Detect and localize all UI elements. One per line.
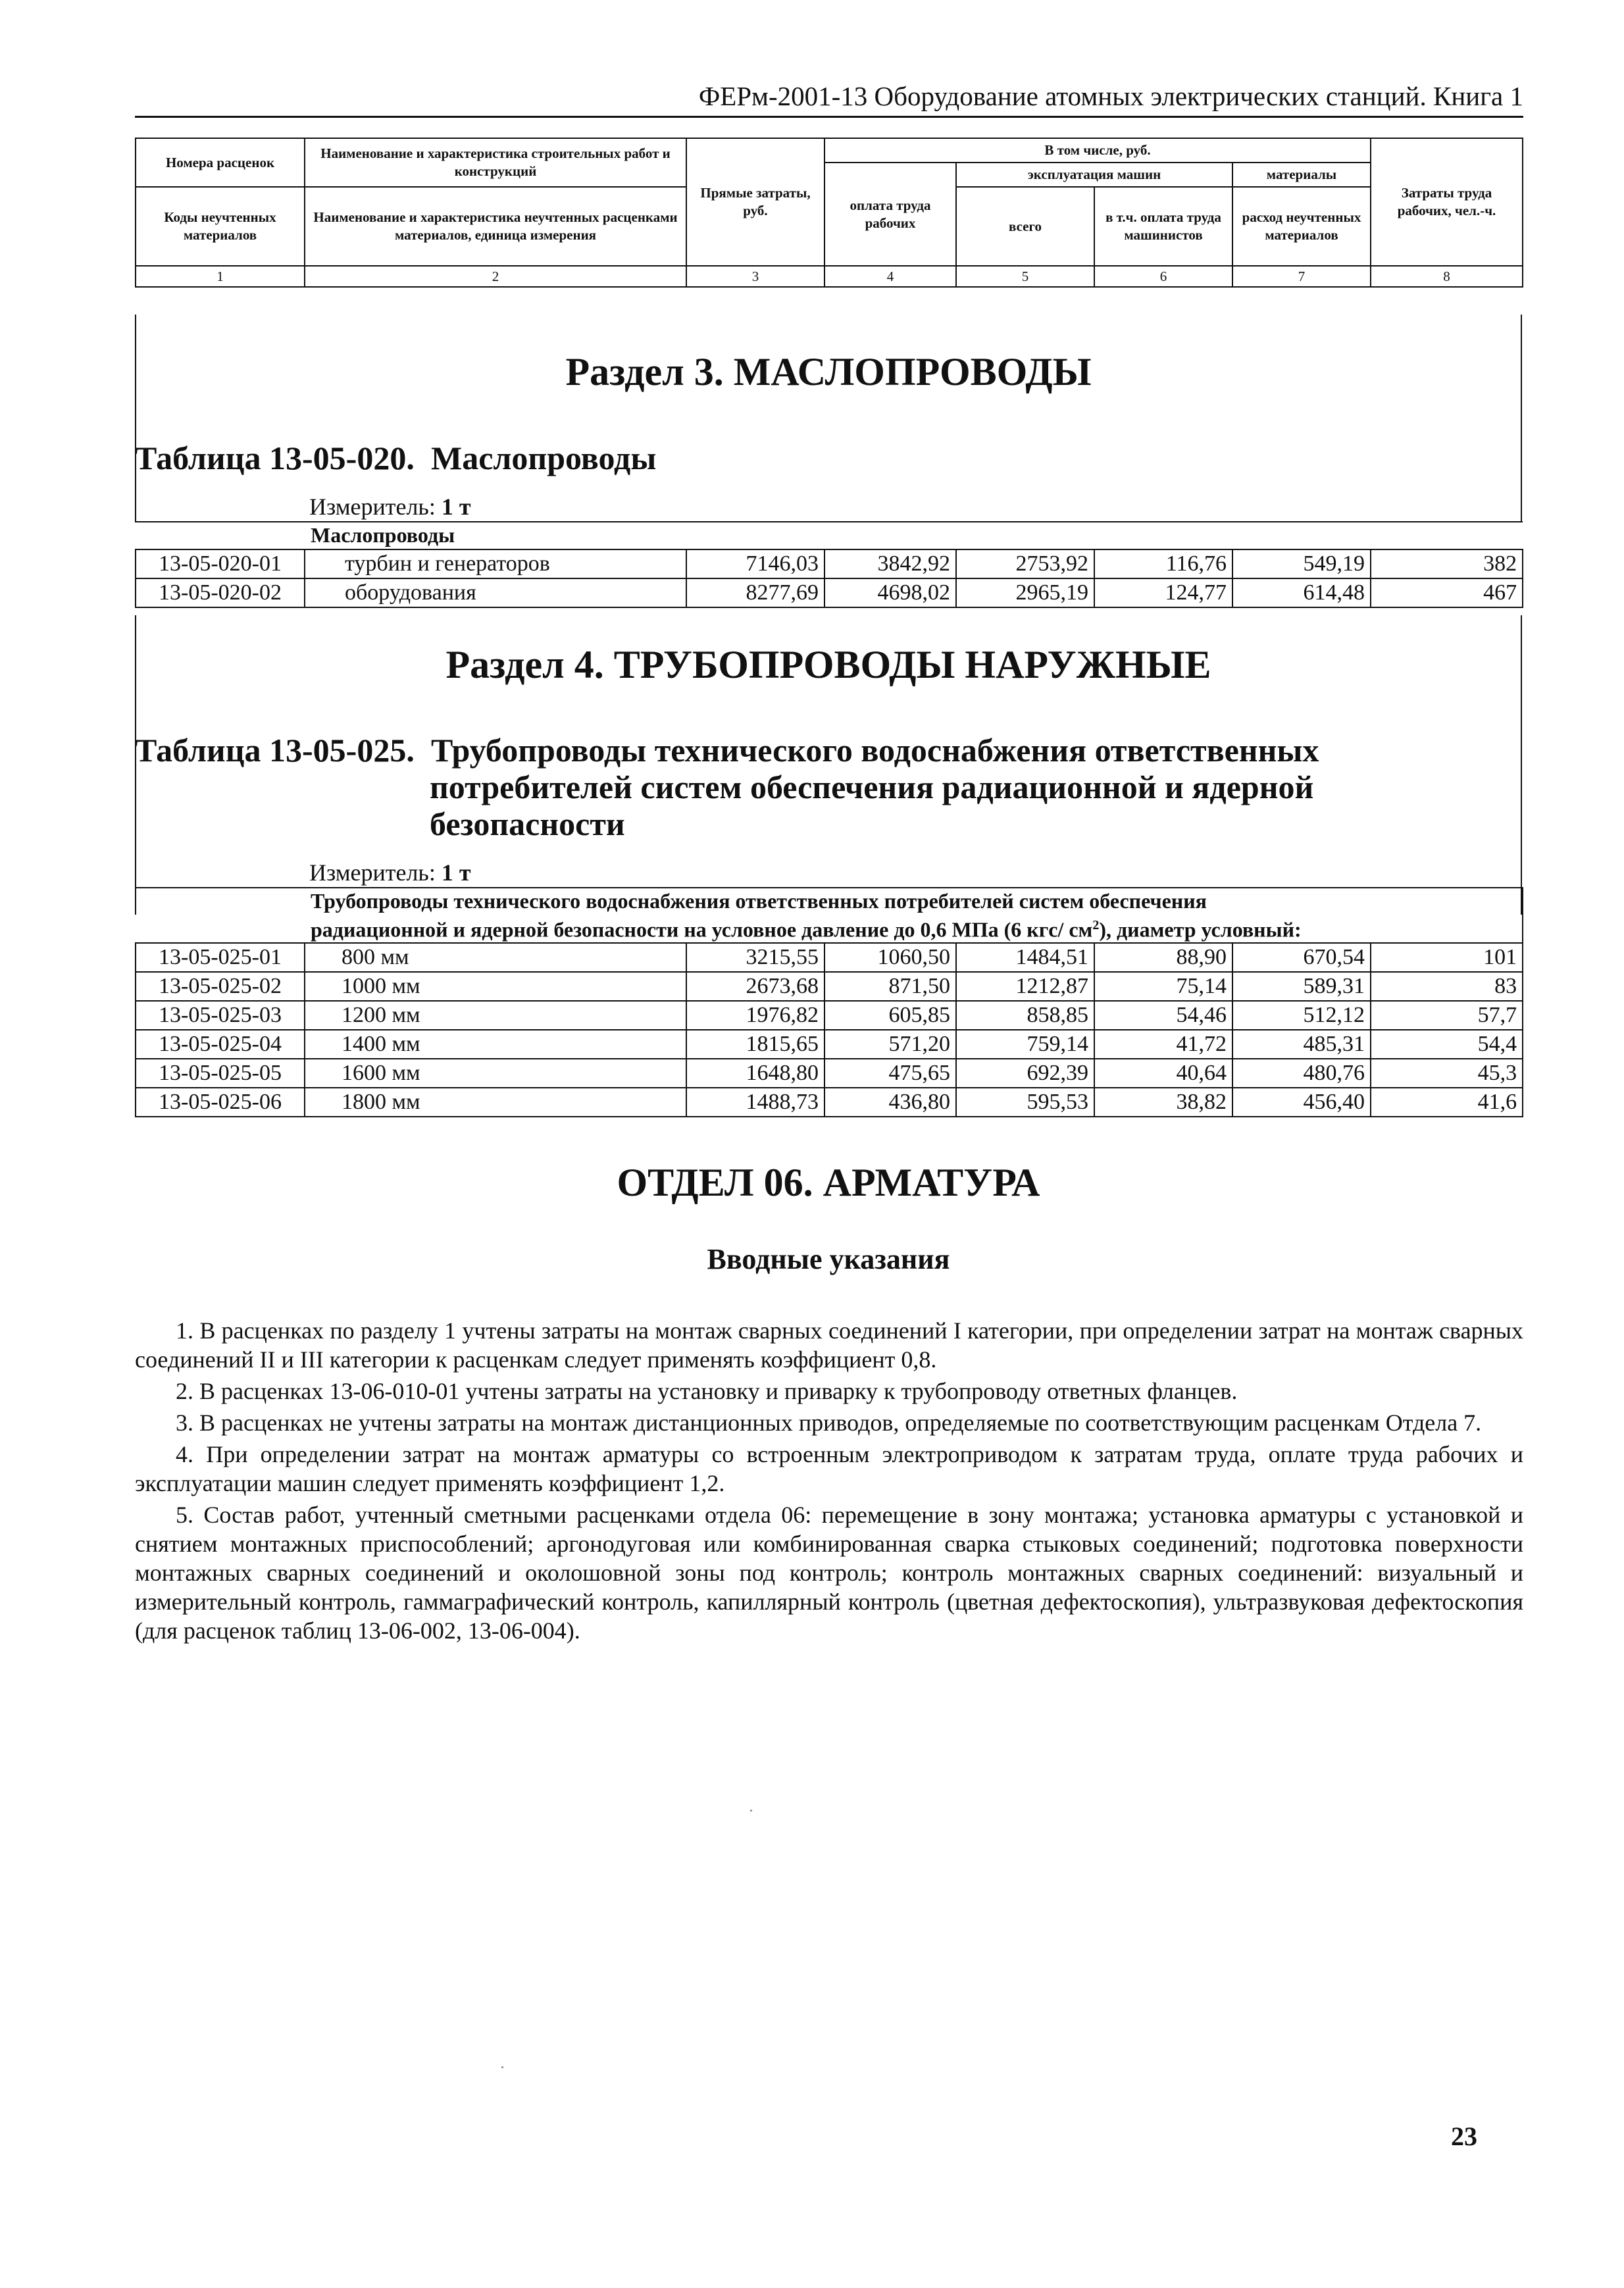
header-labor-costs: Затраты труда рабочих, чел.-ч. <box>1371 138 1523 266</box>
page-number: 23 <box>1451 2122 1477 2151</box>
table-13-05-020 <box>135 521 1523 608</box>
intro-paragraph: 2. В расценках 13-06-010-01 учтены затраты на установку и приварку к трубопроводу ответных фланцев. <box>176 1378 1238 1404</box>
table-name: Маслопроводы <box>431 440 657 476</box>
table-13-05-025 <box>135 887 1523 1117</box>
table-13-05-020-title <box>135 440 656 476</box>
header-col-number: 2 <box>305 266 686 287</box>
intro-title: Вводные указания <box>707 1243 950 1275</box>
intro-text <box>135 1316 1523 1648</box>
header-materials: материалы <box>1232 163 1371 187</box>
table-number: Таблица 13-05-025. <box>135 732 415 769</box>
table-row: 13-05-025-06 1800 мм 1488,73 436,80 595,53 38,82 456,40 41,6 <box>136 1088 1523 1117</box>
header-direct-costs: Прямые затраты, руб. <box>686 138 825 266</box>
header-col-number: 6 <box>1094 266 1232 287</box>
department-title: ОТДЕЛ 06. АРМАТУРА <box>617 1161 1040 1204</box>
group-label-row: Маслопроводы <box>136 522 1523 549</box>
measure-unit: Измеритель: 1 т <box>309 494 471 520</box>
header-col-number: 1 <box>136 266 305 287</box>
table-row: 13-05-025-04 1400 мм 1815,65 571,20 759,14 41,72 485,31 54,4 <box>136 1030 1523 1059</box>
section3-title: Раздел 3. МАСЛОПРОВОДЫ <box>565 350 1092 394</box>
table-13-05-025-title: Таблица 13-05-025. Трубопроводы технического водоснабжения ответственных потребителей систем обеспечения радиационной и ядерной безопасности <box>135 732 1319 842</box>
header-name-bottom: Наименование и характеристика неучтенных расценками материалов, единица измерения <box>305 187 686 266</box>
table-row: 13-05-020-02 оборудования 8277,69 4698,02 2965,19 124,77 614,48 467 <box>136 578 1523 607</box>
scan-speck <box>750 1810 752 1812</box>
header-in-that-number: В том числе, руб. <box>825 138 1371 163</box>
header-col-number: 8 <box>1371 266 1523 287</box>
header-machinist-pay: в т.ч. оплата труда машинистов <box>1094 187 1232 266</box>
column-header-table <box>135 138 1523 288</box>
intro-paragraph: 5. Состав работ, учтенный сметными расценками отдела 06: перемещение в зону монтажа; установка арматуры с установкой и снятием монтажных приспособлений; аргонодуговая или комбинированная сварка стыковых соединений; подготовка поверхности монтажных сварных соединений и околошовной зоны под контроль; контроль монтажных сварных соединений: визуальный и измерительный контроль, гаммаграфический контроль, капиллярный контроль (цветная дефектоскопия), ультразвуковая дефектоскопия (для расценок таблиц 13-06-002, 13-06-004). <box>135 1502 1523 1644</box>
header-worker-pay: оплата труда рабочих <box>825 163 956 266</box>
header-machines-total: всего <box>956 187 1094 266</box>
intro-paragraph: 3. В расценках не учтены затраты на монтаж дистанционных приводов, определяемые по соответствующим расценкам Отдела 7. <box>176 1410 1482 1436</box>
section3-frame <box>135 315 1522 521</box>
header-col-number: 7 <box>1232 266 1371 287</box>
table-row: 13-05-025-05 1600 мм 1648,80 475,65 692,39 40,64 480,76 45,3 <box>136 1059 1523 1088</box>
header-codes-top: Номера расценок <box>136 138 305 187</box>
header-col-number: 4 <box>825 266 956 287</box>
section4-title: Раздел 4. ТРУБОПРОВОДЫ НАРУЖНЫЕ <box>445 643 1211 686</box>
header-unaccounted-materials: расход неучтенных материалов <box>1232 187 1371 266</box>
header-name-top: Наименование и характеристика строительных работ и конструкций <box>305 138 686 187</box>
header-col-number: 3 <box>686 266 825 287</box>
table-number: Таблица 13-05-020. <box>135 440 415 476</box>
group-label-row: Трубопроводы технического водоснабжения ответственных потребителей систем обеспечения радиационной и ядерной безопасности на условное давление до 0,6 МПа (6 кгс/ $см^2$), диаметр условный: <box>136 888 1523 943</box>
table-row: 13-05-020-01 турбин и генераторов 7146,03 3842,92 2753,92 116,76 549,19 382 <box>136 549 1523 578</box>
measure-unit: Измеритель: 1 т <box>309 859 471 886</box>
table-row: 13-05-025-03 1200 мм 1976,82 605,85 858,85 54,46 512,12 57,7 <box>136 1001 1523 1030</box>
intro-paragraph: 4. При определении затрат на монтаж арматуры со встроенным электроприводом к затратам труда, оплате труда рабочих и эксплуатации машин следует применять коэффициент 1,2. <box>135 1441 1523 1496</box>
header-machines: эксплуатация машин <box>956 163 1232 187</box>
table-row: 13-05-025-01 800 мм 3215,55 1060,50 1484,51 88,90 670,54 101 <box>136 943 1523 972</box>
scan-speck <box>501 2066 503 2068</box>
header-codes-bottom: Коды неучтенных материалов <box>136 187 305 266</box>
header-col-number: 5 <box>956 266 1094 287</box>
intro-paragraph: 1. В расценках по разделу 1 учтены затраты на монтаж сварных соединений I категории, при определении затрат на монтаж сварных соединений II и III категории к расценкам следует применять коэффициент 0,8. <box>135 1317 1523 1373</box>
table-row: 13-05-025-02 1000 мм 2673,68 871,50 1212,87 75,14 589,31 83 <box>136 972 1523 1001</box>
running-header: ФЕРм-2001-13 Оборудование атомных электрических станций. Книга 1 <box>135 80 1523 118</box>
